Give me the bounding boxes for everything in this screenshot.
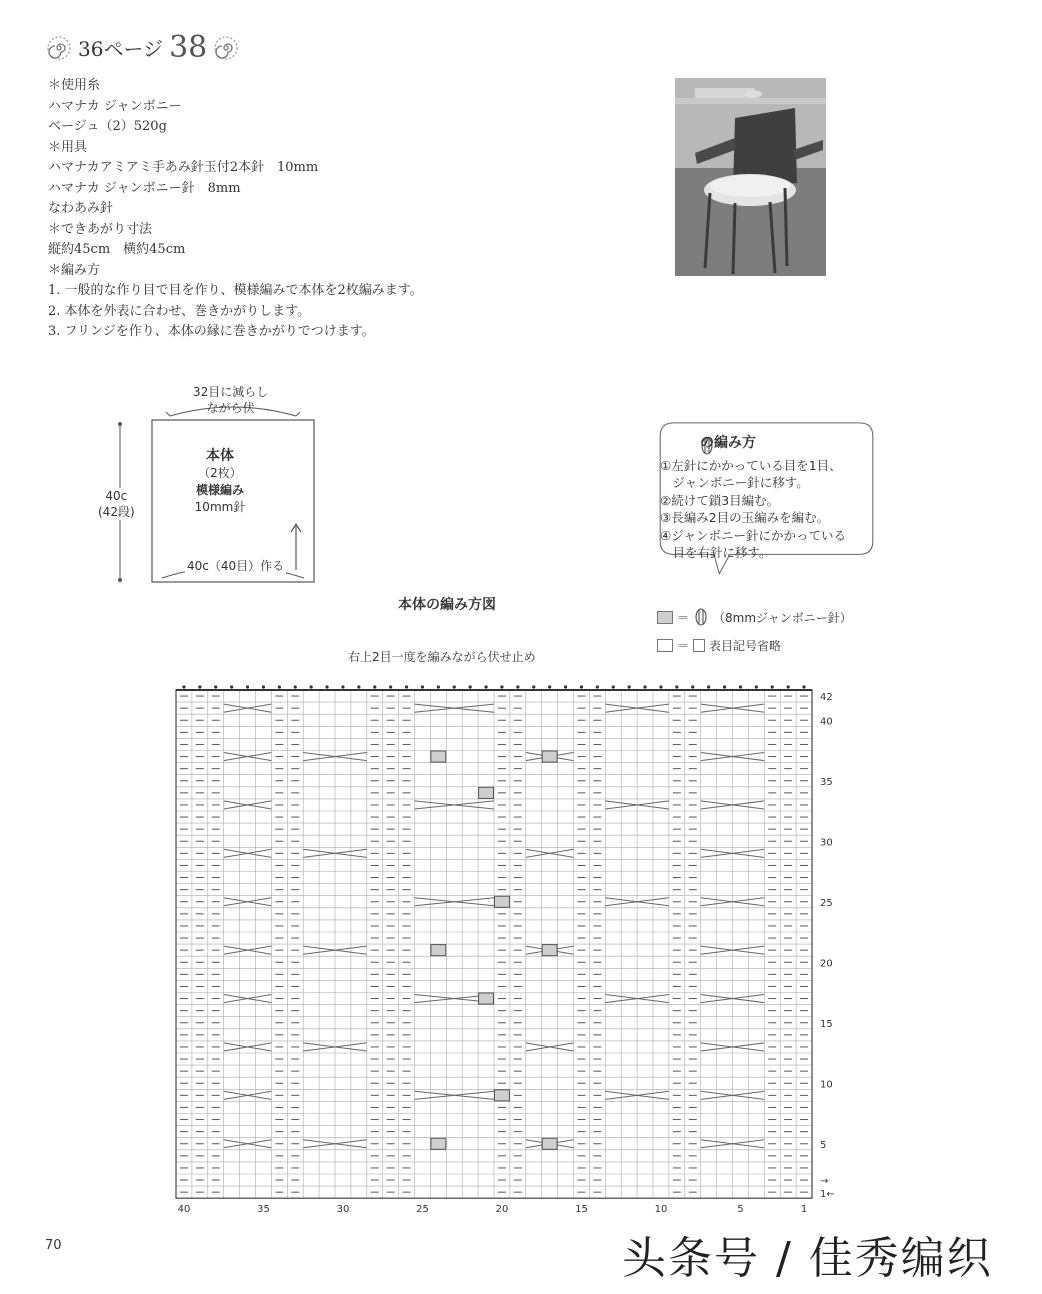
schematic-body-label: 本体 （2枚） 模様編み 10mm針 [194,448,246,514]
bubble-step: ②続けて鎖3目編む。 [660,492,780,508]
y-tick-label: 30 [820,837,833,849]
y-tick-label: 42 [820,692,833,704]
bindoff-dot [437,685,440,688]
instruction-line: 1. 一般的な作り目で目を作り、模様編みで本体を2枚編みます。 [48,283,423,298]
bindoff-dot [802,685,805,688]
materials-instructions [48,76,423,343]
schematic-height-label: 40c (42段) [98,489,135,519]
row-1-label: 1← [820,1189,835,1201]
shaded-stitch-cell [495,896,510,907]
bindoff-dot [294,685,297,688]
page-number: 70 [45,1238,62,1253]
spiral-icon [46,35,72,61]
bindoff-dot [262,685,265,688]
bindoff-dot [310,685,313,688]
shaded-stitch-cell [542,1138,557,1149]
row-2-arrow: → [820,1176,829,1188]
bindoff-dot [484,685,487,688]
x-tick-label: 40 [177,1204,191,1216]
shaded-stitch-cell [431,945,446,956]
spiral-icon [213,35,239,61]
bindoff-dot [659,685,662,688]
x-tick-label: 25 [416,1204,429,1216]
bubble-step: ④ジャンボニー針にかかっている [660,527,846,543]
shaded-stitch-cell [479,787,494,798]
bindoff-dot [421,685,424,688]
bubble-step: ①左針にかかっている目を1目、 [660,457,842,473]
bindoff-dot [373,685,376,688]
shaded-stitch-cell [542,751,557,762]
y-tick-label: 25 [820,897,833,909]
instruction-line: ハマナカ ジャンボニー [48,98,182,114]
bubble-steps [660,457,846,562]
bindoff-dot [691,685,694,688]
y-tick-label: 5 [820,1139,827,1151]
bindoff-dot [278,685,281,688]
y-tick-label: 10 [820,1079,833,1091]
bindoff-dot [230,685,233,688]
bindoff-dot [739,685,742,688]
bindoff-dot [723,685,726,688]
shaded-stitch-cell [431,1138,446,1149]
bindoff-dot [612,685,615,688]
chart-title: 本体の編み方図 [398,597,496,613]
bubble-step: ③長編み2目の玉編みを編む。 [660,510,830,525]
bindoff-dot [532,685,535,688]
page-header [46,30,239,65]
bindoff-dot [580,685,583,688]
bindoff-dot [707,685,710,688]
instruction-line: 3. フリンジを作り、本体の縁に巻きかがりでつけます。 [48,324,375,339]
instruction-line: 縦約45cm 横約45cm [48,242,186,257]
shaded-stitch-cell [542,945,557,956]
bubble-text [660,435,846,562]
pattern-number: 38 [169,30,208,65]
legend-blank: ＝ 表目記号省略 [657,637,781,654]
instruction-line: ベージュ（2）520g [48,119,167,134]
watermark: 头条号 / 佳秀编织 [622,1233,993,1284]
shaded-swatch [657,611,673,624]
bindoff-dot [643,685,646,688]
instruction-line: ＊使用糸 [48,78,101,93]
schematic-top-label: 32目に減らし ながら伏 [193,385,269,415]
schematic-bottom-label: 40c（40目）作る [187,559,285,573]
shaded-stitch-cell [431,751,446,762]
bindoff-dot [325,685,328,688]
bindoff-dot [787,685,790,688]
blank-swatch [657,639,673,652]
bindoff-dot [357,685,360,688]
bindoff-dot [516,685,519,688]
x-tick-label: 35 [257,1204,270,1216]
bindoff-dot [389,685,392,688]
chair-photo [675,78,826,276]
knitting-chart [170,668,850,1216]
bindoff-dot [469,685,472,688]
instruction-line: ＊編み方 [48,262,101,278]
y-tick-label: 20 [820,958,833,970]
x-tick-label: 20 [495,1204,509,1216]
bubble-step: 目を右針に移す。 [660,545,772,560]
instruction-line: ＊用具 [48,139,88,155]
bindoff-dot [564,685,567,688]
bindoff-dot [341,685,344,688]
y-tick-label: 35 [820,776,833,788]
shaded-stitch-cell [495,1090,510,1101]
instruction-line: ハマナカ ジャンボニー針 8mm [48,180,241,196]
instruction-line: ハマナカアミアミ手あみ針玉付2本針 10mm [48,160,319,175]
bindoff-note: 右上2目一度を編みながら伏せ止め [348,650,536,664]
instruction-line: なわあみ針 [48,201,114,216]
instruction-line: ＊できあがり寸法 [48,221,153,237]
legend-shaded: ＝ （8mmジャンボニー針） [657,608,852,626]
bindoff-dot [675,685,678,688]
shaded-stitch-cell [479,993,494,1004]
bindoff-dot [500,685,503,688]
bindoff-dot [453,685,456,688]
bindoff-dot [246,685,249,688]
x-tick-label: 1 [800,1204,808,1216]
knit-symbol-icon [693,639,705,652]
bindoff-dot [405,685,408,688]
bindoff-dot [214,685,217,688]
bindoff-dot [182,685,185,688]
bindoff-dot [755,685,758,688]
bubble-step: ジャンボニー針に移す。 [660,475,809,490]
x-tick-label: 30 [336,1204,350,1216]
instruction-line: 2. 本体を外表に合わせ、巻きかがりします。 [48,303,311,319]
page-reference: 36ページ [78,37,164,61]
x-tick-label: 5 [737,1204,744,1216]
bindoff-dot [198,685,201,688]
bindoff-dot [628,685,631,688]
bindoff-dot [596,685,599,688]
jumbo-needle-stitch-icon [698,436,716,456]
bindoff-dot [548,685,551,688]
bubble-title: の編み方 [700,435,756,451]
y-tick-label: 15 [820,1018,833,1030]
x-tick-label: 10 [654,1204,668,1216]
x-tick-label: 15 [575,1204,588,1216]
y-tick-label: 40 [820,716,833,728]
bindoff-dot [771,685,774,688]
jumbo-needle-stitch-icon [693,608,709,626]
